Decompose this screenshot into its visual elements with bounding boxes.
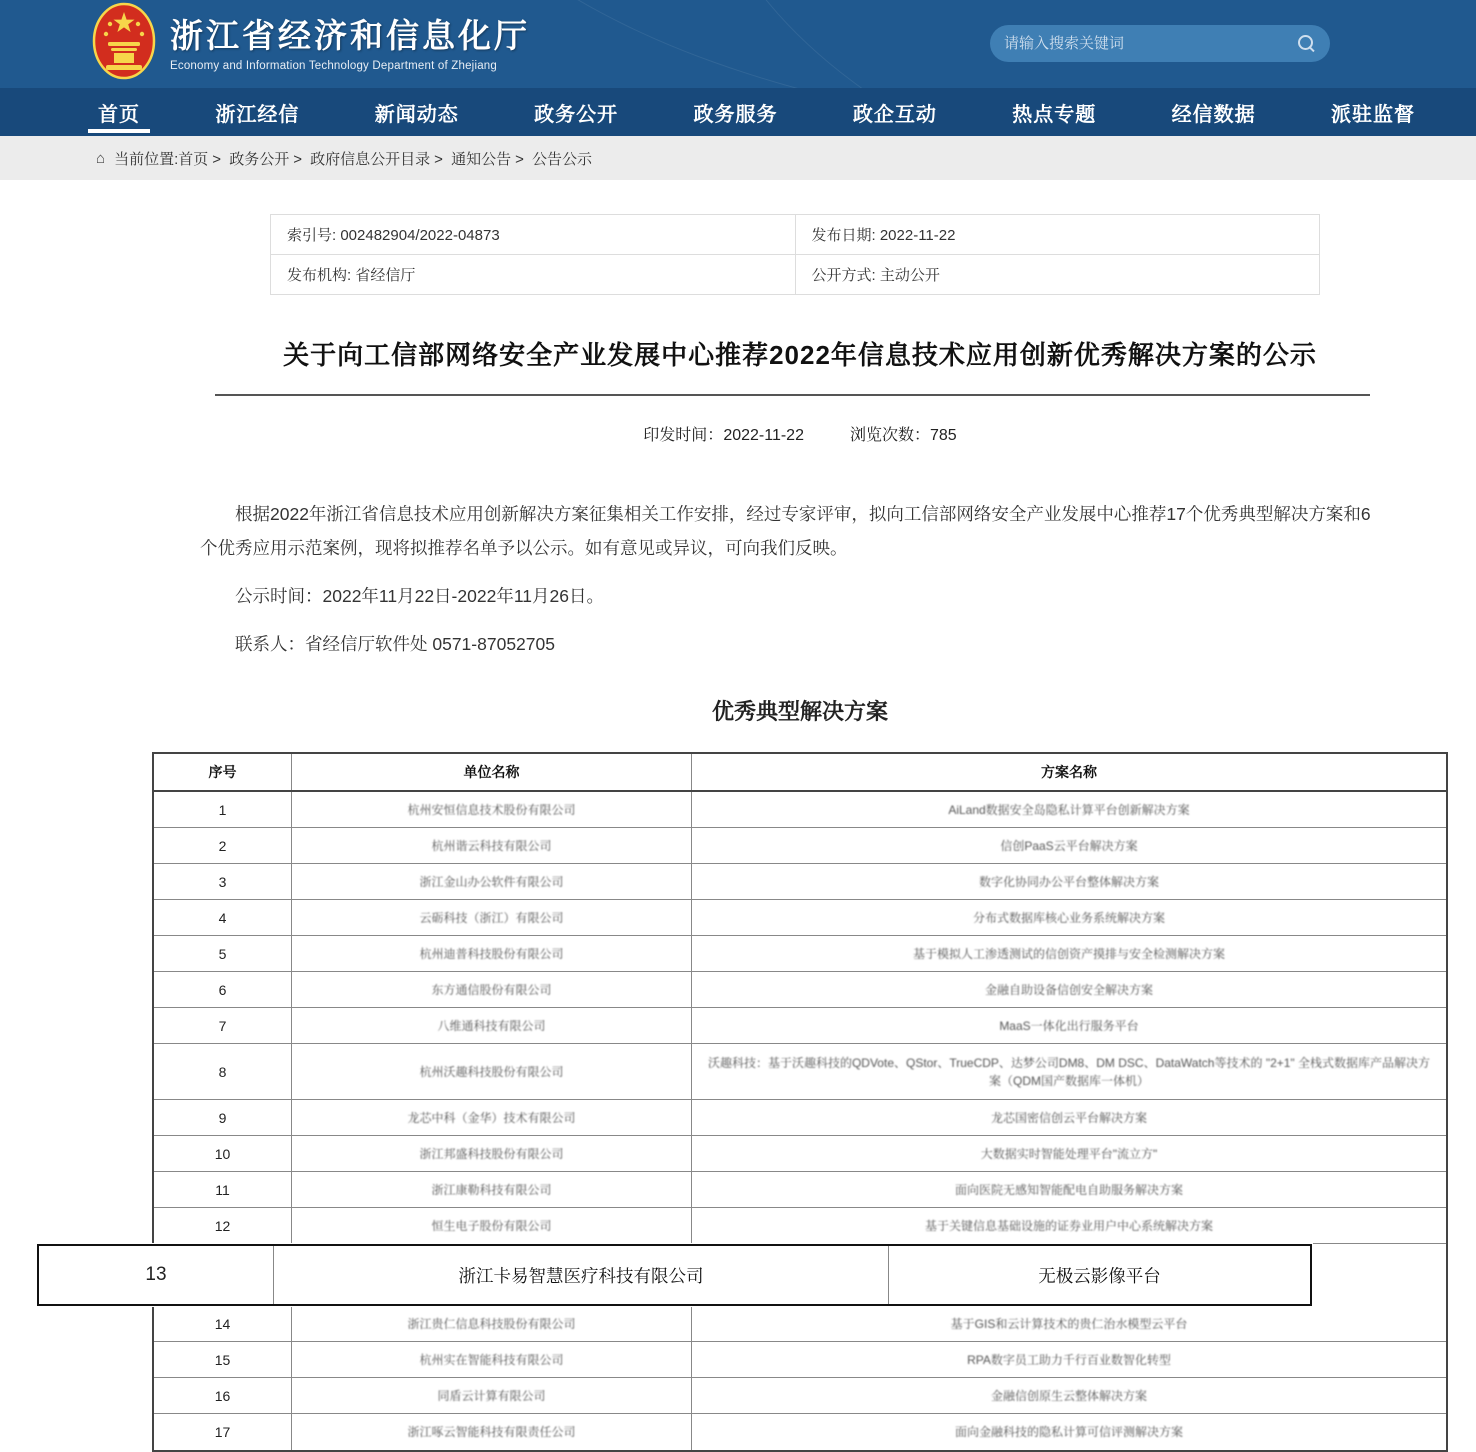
table-row — [154, 1100, 1446, 1136]
section-title: 优秀典型解决方案 — [711, 699, 888, 724]
cell-company: 恒生电子股份有限公司 — [292, 1208, 692, 1243]
table-row — [154, 1136, 1446, 1172]
table-row — [154, 1208, 1446, 1244]
cell-solution: AiLand数据安全岛隐私计算平台创新解决方案 — [948, 802, 1190, 817]
cell-no: 14 — [154, 1306, 292, 1341]
site-title: 浙江省经济和信息化厅 — [170, 17, 530, 54]
doc-index: 索引号: 002482904/2022-04873 — [271, 215, 796, 255]
cell-solution: 基于关键信息基础设施的证券业用户中心系统解决方案 — [924, 1218, 1213, 1233]
cell-solution: RPA数字员工助力千行百业数智化转型 — [967, 1352, 1171, 1367]
cell-company: 杭州沃趣科技股份有限公司 — [292, 1044, 692, 1099]
title-divider — [215, 394, 1370, 396]
cell-company: 杭州迪普科技股份有限公司 — [292, 936, 692, 971]
cell-company: 杭州实在智能科技有限公司 — [292, 1342, 692, 1377]
search-icon[interactable] — [1298, 35, 1316, 53]
cell-solution: 金融信创原生云整体解决方案 — [990, 1388, 1147, 1403]
cell-solution: 面向金融科技的隐私计算可信评测解决方案 — [954, 1425, 1183, 1439]
breadcrumb-prefix: 当前位置: — [114, 150, 179, 168]
cell-no: 4 — [154, 900, 292, 935]
site-brand[interactable] — [92, 2, 530, 80]
nav-item-新闻动态[interactable]: 新闻动态 — [374, 103, 459, 126]
article-body — [200, 497, 1385, 661]
table-row — [154, 936, 1446, 972]
national-emblem-logo — [92, 2, 156, 80]
table-header-row — [154, 754, 1446, 792]
cell-company: 龙芯中科（金华）技术有限公司 — [292, 1100, 692, 1135]
cell-company: 浙江啄云智能科技有限责任公司 — [292, 1414, 692, 1450]
cell-company: 浙江邦盛科技股份有限公司 — [292, 1136, 692, 1171]
breadcrumb-item[interactable]: 通知公告 — [451, 150, 512, 168]
cell-company: 杭州谐云科技有限公司 — [292, 828, 692, 863]
table-row — [154, 1342, 1446, 1378]
cell-no: 3 — [154, 864, 292, 899]
cell-no: 6 — [154, 972, 292, 1007]
nav-item-经信数据[interactable]: 经信数据 — [1171, 103, 1256, 126]
nav-item-首页[interactable]: 首页 — [92, 88, 146, 136]
site-subtitle: Economy and Information Technology Department of Zhejiang — [170, 60, 497, 72]
col-header-company: 单位名称 — [292, 754, 692, 790]
main-nav — [0, 88, 1476, 136]
cell-no: 8 — [154, 1044, 292, 1099]
cell-no: 9 — [154, 1100, 292, 1135]
nav-item-热点专题[interactable]: 热点专题 — [1012, 103, 1097, 126]
cell-company: 浙江金山办公软件有限公司 — [292, 864, 692, 899]
nav-item-浙江经信[interactable]: 浙江经信 — [215, 103, 300, 126]
doc-date: 发布日期: 2022-11-22 — [795, 215, 1320, 255]
nav-item-派驻监督[interactable]: 派驻监督 — [1331, 103, 1415, 126]
cell-solution: 基于模拟人工渗透测试的信创资产摸排与安全检测解决方案 — [912, 946, 1225, 961]
cell-company: 杭州安恒信息技术股份有限公司 — [292, 792, 692, 827]
doc-org: 发布机构: 省经信厅 — [271, 255, 796, 295]
site-header — [0, 0, 1476, 88]
breadcrumb-item[interactable]: 政府信息公开目录 — [310, 150, 431, 168]
cell-company: 八维通科技有限公司 — [292, 1008, 692, 1043]
content-area — [145, 214, 1448, 1452]
breadcrumb-item[interactable]: 公告公示 — [532, 150, 593, 168]
views-value: 785 — [929, 427, 957, 444]
cell-company: 东方通信股份有限公司 — [292, 972, 692, 1007]
paragraph-contact: 联系人：省经信厅软件处 0571-87052705 — [235, 634, 555, 654]
breadcrumb-item[interactable]: 首页 — [178, 150, 209, 168]
table-row — [154, 972, 1446, 1008]
table-row — [154, 1378, 1446, 1414]
cell-no: 12 — [154, 1208, 292, 1243]
article-meta — [152, 422, 1448, 445]
cell-company: 浙江康勒科技有限公司 — [292, 1172, 692, 1207]
cell-no: 17 — [154, 1414, 292, 1450]
breadcrumb-separator: > — [515, 150, 529, 168]
cell-no: 13 — [39, 1246, 274, 1304]
cell-company: 同盾云计算有限公司 — [292, 1378, 692, 1413]
print-time-value: 2022-11-22 — [723, 427, 804, 444]
breadcrumb-separator: > — [212, 150, 226, 168]
cell-solution: 大数据实时智能处理平台"流立方" — [980, 1146, 1158, 1161]
table-row — [154, 1008, 1446, 1044]
table-row-highlighted — [37, 1244, 1312, 1306]
breadcrumb — [0, 136, 1476, 180]
table-row — [154, 792, 1446, 828]
paragraph-main: 根据2022年浙江省信息技术应用创新解决方案征集相关工作安排，经过专家评审，拟向工信部网络安全产业发展中心推荐17个优秀典型解决方案和6个优秀应用示范案例，现将拟推荐名单予以公示。如有意见或异议，可向我们反映。 — [200, 504, 1371, 558]
table-row — [154, 1306, 1446, 1342]
table-row — [154, 1414, 1446, 1450]
cell-no: 5 — [154, 936, 292, 971]
col-header-solution: 方案名称 — [1041, 764, 1097, 780]
cell-no: 16 — [154, 1378, 292, 1413]
doc-info-table — [270, 214, 1320, 295]
cell-solution: 沃趣科技：基于沃趣科技的QDVote、QStor、TrueCDP、达梦公司DM8、DM DSC、DataWatch等技术的 "2+1" 全栈式数据库产品解决方案（QDM国产数据库一体机） — [707, 1055, 1431, 1088]
cell-solution: MaaS一体化出行服务平台 — [999, 1018, 1139, 1033]
breadcrumb-separator: > — [434, 150, 448, 168]
breadcrumb-item[interactable]: 政务公开 — [229, 150, 290, 168]
col-header-no: 序号 — [154, 754, 292, 790]
cell-no: 10 — [154, 1136, 292, 1171]
nav-item-政务公开[interactable]: 政务公开 — [534, 103, 619, 126]
cell-solution: 金融自助设备信创安全解决方案 — [984, 982, 1153, 997]
breadcrumb-separator: > — [293, 150, 307, 168]
cell-company: 云砺科技（浙江）有限公司 — [292, 900, 692, 935]
table-row — [154, 900, 1446, 936]
cell-solution: 分布式数据库核心业务系统解决方案 — [972, 910, 1165, 925]
table-row — [154, 1044, 1446, 1100]
cell-solution: 数字化协同办公平台整体解决方案 — [978, 874, 1159, 889]
table-row — [154, 1172, 1446, 1208]
cell-solution: 面向医院无感知智能配电自助服务解决方案 — [954, 1182, 1183, 1197]
cell-company: 浙江贵仁信息科技股份有限公司 — [292, 1306, 692, 1341]
cell-no: 7 — [154, 1008, 292, 1043]
cell-no: 1 — [154, 792, 292, 827]
solutions-table — [145, 752, 1448, 1452]
table-row — [154, 864, 1446, 900]
cell-no: 11 — [154, 1172, 292, 1207]
print-time-label: 印发时间： — [643, 427, 724, 444]
doc-mode: 公开方式: 主动公开 — [795, 255, 1320, 295]
cell-solution: 龙芯国密信创云平台解决方案 — [990, 1110, 1147, 1125]
cell-solution: 基于GIS和云计算技术的贵仁治水模型云平台 — [950, 1316, 1188, 1331]
views-label: 浏览次数： — [849, 427, 930, 444]
cell-solution: 信创PaaS云平台解决方案 — [1000, 838, 1138, 853]
table-row — [154, 828, 1446, 864]
cell-no: 2 — [154, 828, 292, 863]
home-icon[interactable]: ⌂ — [96, 149, 106, 167]
search-input[interactable] — [1004, 35, 1298, 52]
page-title: 关于向工信部网络安全产业发展中心推荐2022年信息技术应用创新优秀解决方案的公示 — [283, 340, 1317, 370]
cell-solution: 无极云影像平台 — [1038, 1265, 1161, 1286]
nav-item-政务服务[interactable]: 政务服务 — [693, 103, 778, 126]
paragraph-period: 公示时间：2022年11月22日-2022年11月26日。 — [235, 586, 604, 606]
search-box[interactable] — [990, 25, 1330, 62]
nav-item-政企互动[interactable]: 政企互动 — [852, 103, 937, 126]
cell-company: 浙江卡易智慧医疗科技有限公司 — [274, 1246, 889, 1304]
cell-no: 15 — [154, 1342, 292, 1377]
